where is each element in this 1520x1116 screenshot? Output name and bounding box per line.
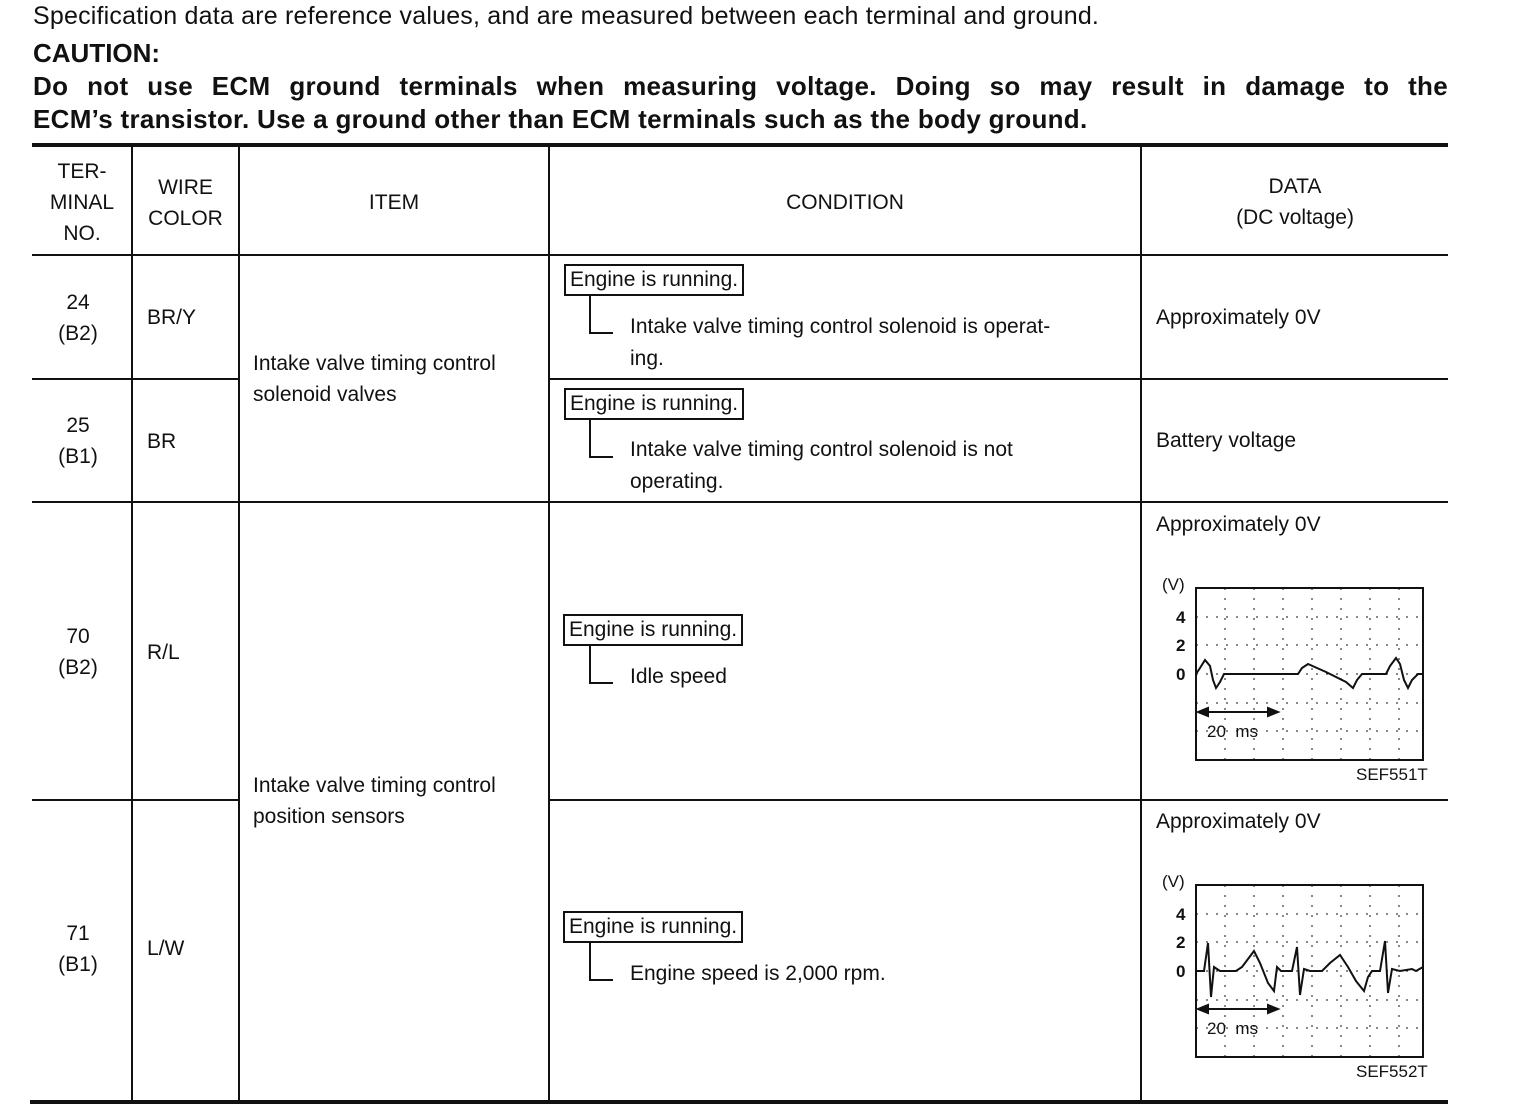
header-terminal-line-1: TER- xyxy=(57,160,107,183)
wire-color-24: BR/Y xyxy=(147,306,197,329)
item-line-1: Intake valve timing control xyxy=(253,352,496,375)
terminal-number-70 xyxy=(33,621,123,683)
terminal-number-71 xyxy=(33,918,123,980)
header-wire-line-1: WIRE xyxy=(158,176,213,199)
header-terminal-line-2: MINAL xyxy=(49,191,115,214)
scope-tick-0: 0 xyxy=(1176,962,1186,981)
header-condition: CONDITION xyxy=(786,191,904,214)
header-terminal xyxy=(33,156,131,249)
condition-sub-line-1: Engine speed is 2,000 rpm. xyxy=(630,962,886,985)
scope-figure-code: SEF552T xyxy=(1356,1062,1428,1081)
header-item: ITEM xyxy=(368,191,420,214)
condition-sub-line-2: ing. xyxy=(630,347,664,370)
wire-color-70: R/L xyxy=(147,641,180,664)
condition-bracket-71 xyxy=(589,943,613,981)
terminal-bank: (B1) xyxy=(58,953,98,976)
col-rule-1 xyxy=(131,147,133,1101)
item-position-sensors xyxy=(253,770,496,832)
row-rule-24 xyxy=(32,378,239,380)
col-rule-4 xyxy=(1140,147,1142,1101)
data-value-70: Approximately 0V xyxy=(1156,513,1321,536)
terminal-number: 70 xyxy=(66,625,90,648)
terminal-bank: (B2) xyxy=(58,656,98,679)
condition-sub-line-1: Idle speed xyxy=(630,665,727,688)
scope-tick-4: 4 xyxy=(1176,608,1186,627)
terminal-number: 71 xyxy=(66,922,90,945)
header-bottom-rule xyxy=(32,254,1448,256)
item-line-1: Intake valve timing control xyxy=(253,774,496,797)
scope-tick-2: 2 xyxy=(1176,636,1186,655)
scope-unit-label: (V) xyxy=(1162,575,1185,594)
caution-body xyxy=(33,70,1448,136)
item-line-2: solenoid valves xyxy=(253,383,397,406)
condition-sub-70 xyxy=(630,661,727,693)
waveform-scope-idle xyxy=(1150,570,1440,790)
time-scale-arrow xyxy=(1198,1005,1278,1013)
waveform-trace xyxy=(1196,658,1423,688)
time-scale-arrow xyxy=(1198,708,1278,716)
condition-sub-71 xyxy=(630,958,886,990)
scope-unit-label: (V) xyxy=(1162,872,1185,891)
table-top-rule xyxy=(32,143,1448,147)
data-value-24: Approximately 0V xyxy=(1156,306,1321,329)
wire-color-71: L/W xyxy=(147,937,185,960)
condition-bracket-25 xyxy=(589,420,613,458)
scope-time-label: 20 ms xyxy=(1207,1019,1259,1038)
col-rule-3 xyxy=(548,147,550,1101)
scope-time-label: 20 ms xyxy=(1207,722,1259,741)
scope-tick-4: 4 xyxy=(1176,905,1186,924)
terminal-number: 24 xyxy=(66,291,90,314)
header-wire-line-2: COLOR xyxy=(148,207,223,230)
condition-sub-line-2: operating. xyxy=(630,470,724,493)
terminal-number-24 xyxy=(33,287,123,349)
item-solenoid-valves xyxy=(253,348,496,410)
row-rule-70 xyxy=(32,799,239,801)
header-terminal-line-3: NO. xyxy=(63,222,101,245)
header-wire xyxy=(133,172,238,234)
condition-sub-24 xyxy=(630,311,1050,375)
condition-sub-25 xyxy=(630,434,1013,498)
condition-sub-line-1: Intake valve timing control solenoid is operat- xyxy=(630,315,1051,338)
row-rule-70b xyxy=(549,799,1448,801)
condition-box-71: Engine is running. xyxy=(563,911,743,943)
header-data-line-2: (DC voltage) xyxy=(1236,206,1354,229)
condition-box-24: Engine is running. xyxy=(564,264,744,296)
caution-line-2: ECM’s transistor. Use a ground other than ECM terminals such as the body ground. xyxy=(33,104,1088,134)
terminal-bank: (B2) xyxy=(58,322,98,345)
condition-box-70: Engine is running. xyxy=(563,614,743,646)
terminal-bank: (B1) xyxy=(58,445,98,468)
condition-box-25: Engine is running. xyxy=(564,388,744,420)
scope-figure-code: SEF551T xyxy=(1356,765,1428,784)
data-value-71: Approximately 0V xyxy=(1156,810,1321,833)
waveform-trace xyxy=(1196,941,1423,997)
terminal-number: 25 xyxy=(66,414,90,437)
scope-tick-2: 2 xyxy=(1176,933,1186,952)
condition-bracket-70 xyxy=(589,646,613,684)
item-line-2: position sensors xyxy=(253,805,405,828)
condition-bracket-24 xyxy=(589,296,613,334)
header-data xyxy=(1142,171,1448,233)
table-bottom-rule xyxy=(30,1100,1448,1104)
wire-color-25: BR xyxy=(147,430,177,453)
caution-title: CAUTION: xyxy=(33,38,161,68)
scope-tick-0: 0 xyxy=(1176,665,1186,684)
row-rule-24b xyxy=(549,378,1448,380)
intro-text: Specification data are reference values, and are measured between each terminal and ground. xyxy=(33,2,1100,30)
waveform-scope-2000rpm xyxy=(1150,867,1440,1087)
header-data-line-1: DATA xyxy=(1268,175,1322,198)
caution-line-1: Do not use ECM ground terminals when measuring voltage. Doing so may result in damage to the xyxy=(33,71,1448,101)
row-rule-25 xyxy=(32,501,1448,503)
col-rule-2 xyxy=(238,147,240,1101)
condition-sub-line-1: Intake valve timing control solenoid is not xyxy=(630,438,1013,461)
data-value-25: Battery voltage xyxy=(1156,429,1297,452)
terminal-number-25 xyxy=(33,410,123,472)
